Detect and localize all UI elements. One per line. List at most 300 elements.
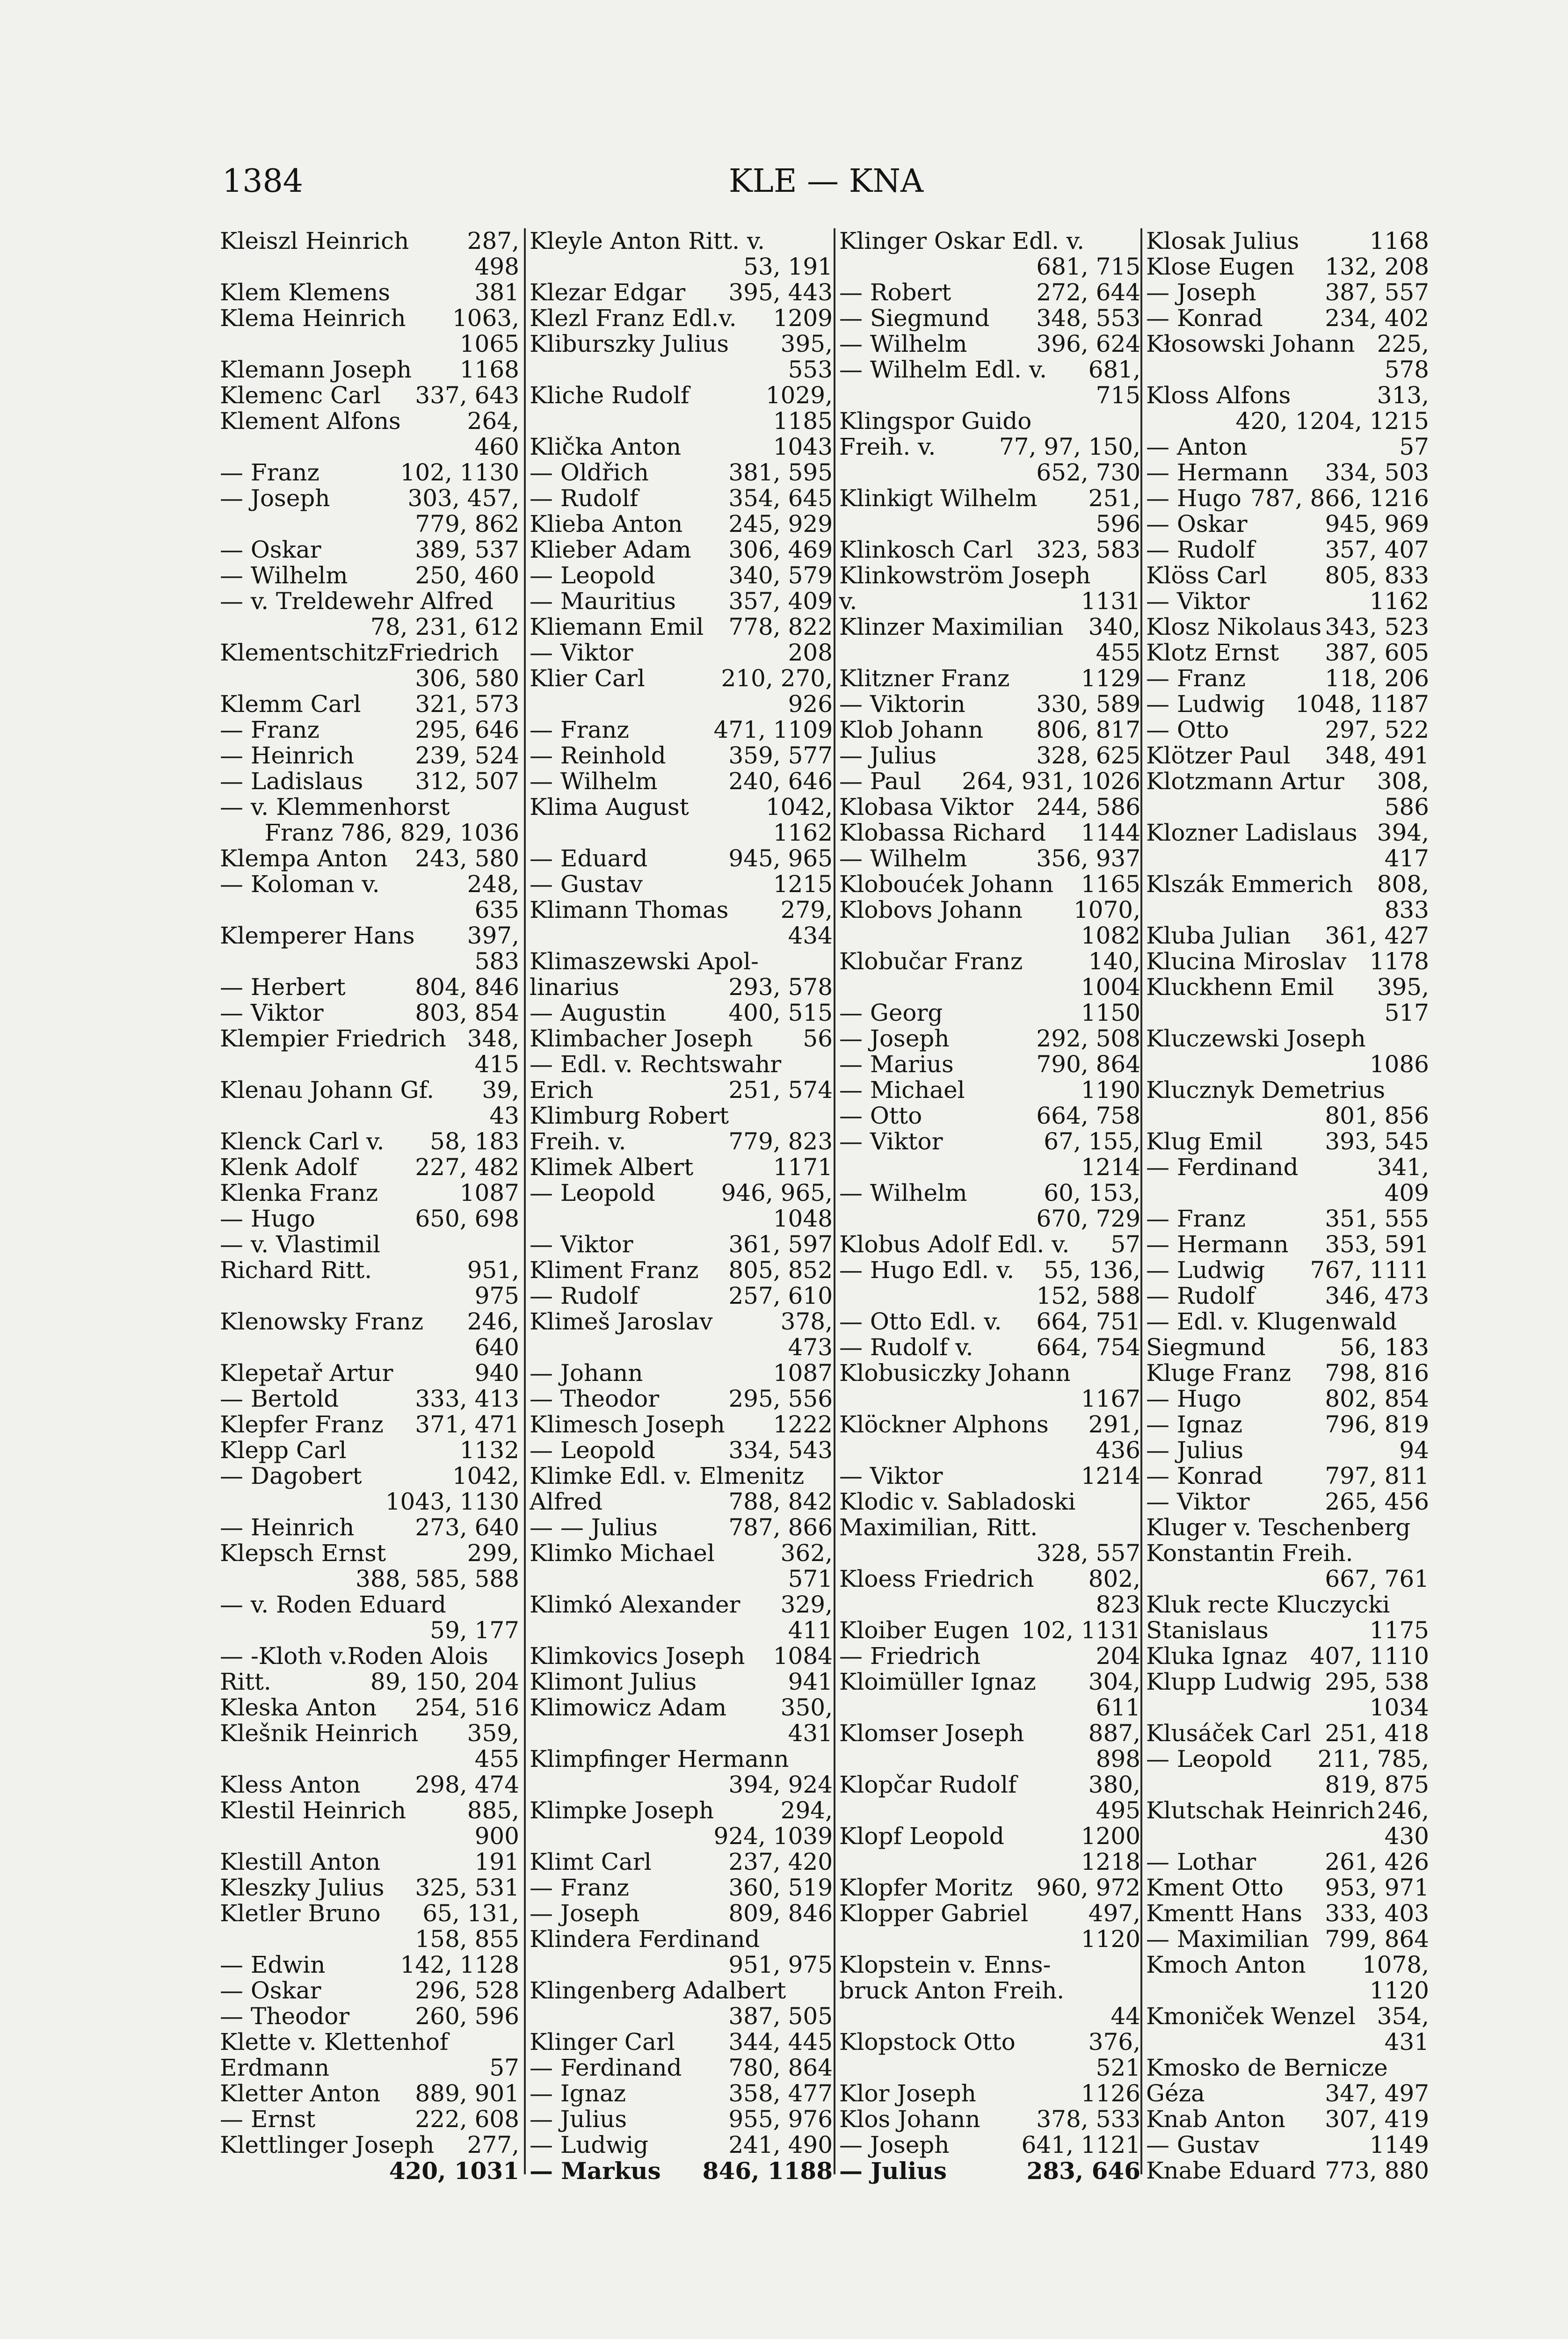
entry-continuation: 460 xyxy=(474,433,519,460)
index-entry-line xyxy=(530,949,833,974)
entry-page-refs: 395, xyxy=(1377,973,1429,1001)
entry-name: — Viktor xyxy=(839,1462,943,1489)
entry-name: — Rudolf v. xyxy=(839,1334,973,1361)
entry-page-refs: 357, 407 xyxy=(1325,536,1429,563)
entry-page-refs: 804, 846 xyxy=(415,973,519,1001)
entry-continuation: 900 xyxy=(474,1823,519,1850)
index-entry-line xyxy=(530,1335,833,1360)
index-entry-line xyxy=(839,769,1140,794)
index-entry-line xyxy=(1146,1000,1429,1026)
entry-page-refs: 251, xyxy=(1088,485,1140,512)
index-entry-line xyxy=(1146,1746,1429,1772)
entry-page-refs: 359, 577 xyxy=(728,742,833,769)
index-entry-line xyxy=(839,537,1140,563)
index-entry-line xyxy=(220,923,519,949)
index-entry-line xyxy=(220,820,519,846)
entry-name: — Wilhelm xyxy=(220,562,348,589)
entry-page-refs: 295, 556 xyxy=(728,1385,833,1412)
entry-page-refs: 350, xyxy=(780,1694,833,1721)
index-entry-line xyxy=(530,614,833,640)
index-entry-line xyxy=(1146,1592,1429,1618)
index-entry-line xyxy=(839,1360,1140,1386)
index-entry-line xyxy=(1146,949,1429,974)
entry-page-refs: 1132 xyxy=(459,1437,519,1464)
index-entry-line xyxy=(839,2132,1140,2158)
index-entry-line xyxy=(530,1798,833,1823)
index-entry-line xyxy=(220,1000,519,1026)
entry-continuation: 420, 1204, 1215 xyxy=(1235,407,1429,435)
entry-name: — Hugo xyxy=(1146,1385,1241,1412)
entry-name: — Franz xyxy=(530,716,629,743)
entry-name: — Maximilian xyxy=(1146,1925,1309,1953)
entry-name: Klotzmann Artur xyxy=(1146,768,1344,795)
entry-page-refs: 787, 866, 1216 xyxy=(1250,485,1429,512)
index-entry-line xyxy=(530,2107,833,2132)
entry-page-refs: 351, 555 xyxy=(1325,1205,1429,1232)
entry-page-refs: 808, xyxy=(1377,871,1429,898)
index-entry-line xyxy=(530,1232,833,1257)
index-entry-line xyxy=(1146,2055,1429,2081)
entry-name: — Gustav xyxy=(1146,2131,1259,2158)
entry-name: — Viktorin xyxy=(839,690,965,718)
entry-page-refs: 142, 1128 xyxy=(400,1951,519,1978)
entry-name: — Marius xyxy=(839,1051,954,1078)
index-entry-line xyxy=(530,228,833,254)
entry-page-refs: 940 xyxy=(474,1359,519,1387)
entry-name: — Wilhelm xyxy=(839,845,967,872)
entry-page-refs: 381, 595 xyxy=(728,459,833,486)
entry-continuation: Franz 786, 829, 1036 xyxy=(264,819,519,846)
index-entry-line xyxy=(220,1566,519,1592)
entry-page-refs: 333, 413 xyxy=(415,1385,519,1412)
entry-continuation: 553 xyxy=(788,356,833,383)
entry-continuation: 586 xyxy=(1384,793,1429,821)
entry-name: — Otto Edl. v. xyxy=(839,1308,1002,1335)
entry-name: Kloess Friedrich xyxy=(839,1565,1034,1592)
entry-name: — Julius xyxy=(1146,1437,1243,1464)
entry-page-refs: 265, 456 xyxy=(1325,1488,1429,1515)
entry-page-refs: 357, 409 xyxy=(728,588,833,615)
entry-continuation: 1065 xyxy=(459,330,519,357)
entry-page-refs: 1029, xyxy=(765,382,833,409)
entry-page-refs: 89, 150, 204 xyxy=(370,1668,519,1695)
entry-continuation: 521 xyxy=(1096,2054,1140,2081)
entry-name: Kliemann Emil xyxy=(530,613,704,640)
index-entry-line xyxy=(220,1978,519,2004)
index-entry-line xyxy=(220,305,519,331)
entry-name: linarius xyxy=(530,973,619,1001)
index-entry-line xyxy=(220,357,519,383)
index-entry-line xyxy=(220,1463,519,1489)
index-entry-line xyxy=(839,1566,1140,1592)
entry-continuation: 640 xyxy=(474,1334,519,1361)
entry-page-refs: 354, 645 xyxy=(728,485,833,512)
index-entry-line xyxy=(1146,794,1429,820)
entry-page-refs: 264, xyxy=(467,407,519,435)
entry-page-refs: 241, 490 xyxy=(728,2131,833,2158)
entry-page-refs: 1048, 1187 xyxy=(1295,690,1429,718)
index-entry-line xyxy=(1146,1283,1429,1309)
index-entry-line xyxy=(1146,1489,1429,1515)
entry-name: Klepp Carl xyxy=(220,1437,347,1464)
entry-page-refs: 251, 418 xyxy=(1325,1720,1429,1747)
entry-page-refs: 1149 xyxy=(1369,2131,1429,2158)
entry-page-refs: 140, xyxy=(1088,948,1140,975)
index-entry-line xyxy=(530,1000,833,1026)
entry-page-refs: 945, 969 xyxy=(1325,510,1429,538)
index-entry-line xyxy=(220,1206,519,1232)
index-entry-line xyxy=(839,2158,1140,2184)
entry-page-refs: 787, 866 xyxy=(728,1514,833,1541)
index-entry-line xyxy=(220,2029,519,2055)
entry-continuation: 59, 177 xyxy=(430,1617,519,1644)
index-entry-line xyxy=(839,820,1140,846)
index-entry-line xyxy=(839,1798,1140,1823)
entry-page-refs: 941 xyxy=(788,1668,833,1695)
entry-page-refs: 471, 1109 xyxy=(713,716,833,743)
index-entry-line xyxy=(220,537,519,563)
index-entry-line xyxy=(220,331,519,357)
entry-name: — Franz xyxy=(1146,1205,1246,1232)
index-entry-line xyxy=(1146,1823,1429,1849)
index-entry-line xyxy=(1146,1206,1429,1232)
entry-page-refs: 395, 443 xyxy=(728,279,833,306)
entry-page-refs: 767, 1111 xyxy=(1310,1257,1429,1284)
entry-name: Erich xyxy=(530,1076,594,1104)
entry-name: Klingenberg Adalbert xyxy=(530,1977,786,2004)
entry-page-refs: 102, 1130 xyxy=(400,459,519,486)
index-entry-line xyxy=(1146,331,1429,357)
entry-page-refs: 681, xyxy=(1088,356,1140,383)
index-entry-line xyxy=(839,1155,1140,1180)
entry-name: Kloss Alfons xyxy=(1146,382,1291,409)
entry-continuation: 1167 xyxy=(1081,1385,1140,1412)
entry-continuation: 431 xyxy=(1384,2028,1429,2056)
page-header xyxy=(222,158,1430,205)
index-entry-line xyxy=(839,1901,1140,1926)
entry-name: Klindera Ferdinand xyxy=(530,1925,760,1953)
index-entry-line xyxy=(1146,1643,1429,1669)
entry-page-refs: 805, 833 xyxy=(1325,562,1429,589)
entry-name: Klepetař Artur xyxy=(220,1359,393,1387)
entry-continuation: 53, 191 xyxy=(743,253,833,280)
entry-name: — Michael xyxy=(839,1076,965,1104)
entry-continuation: 328, 557 xyxy=(1036,1540,1140,1567)
entry-page-refs: 67, 155, xyxy=(1044,1128,1140,1155)
index-entry-line xyxy=(530,1026,833,1052)
index-entry-line xyxy=(220,794,519,820)
entry-name: Kloiber Eugen xyxy=(839,1617,1009,1644)
index-entry-line xyxy=(220,383,519,408)
entry-page-refs: 312, 507 xyxy=(415,768,519,795)
entry-page-refs: 257, 610 xyxy=(728,1282,833,1309)
index-entry-line xyxy=(1146,1566,1429,1592)
index-entry-line xyxy=(839,1540,1140,1566)
index-entry-line xyxy=(220,1283,519,1309)
entry-name: — Viktor xyxy=(530,1231,633,1258)
entry-page-refs: 225, xyxy=(1377,330,1429,357)
entry-name: Ritt. xyxy=(220,1668,271,1695)
entry-page-refs: 356, 937 xyxy=(1036,845,1140,872)
index-entry-line xyxy=(530,1257,833,1283)
index-entry-line xyxy=(1146,1026,1429,1052)
entry-page-refs: 306, 469 xyxy=(728,536,833,563)
index-entry-line xyxy=(1146,1540,1429,1566)
entry-name: Klopstock Otto xyxy=(839,2028,1016,2056)
entry-name: Kmoch Anton xyxy=(1146,1951,1306,1978)
entry-continuation: 420, 1031 xyxy=(389,2157,519,2185)
entry-name: — Hugo xyxy=(220,1205,315,1232)
entry-continuation: 583 xyxy=(474,948,519,975)
index-entry-line xyxy=(530,1618,833,1643)
entry-name: — Franz xyxy=(220,459,319,486)
entry-name: Kleyle Anton Ritt. v. xyxy=(530,227,765,254)
entry-page-refs: 57 xyxy=(1399,433,1429,460)
entry-name: Klucznyk Demetrius xyxy=(1146,1076,1386,1104)
entry-name: Kmoniček Wenzel xyxy=(1146,2003,1356,2030)
index-entry-line xyxy=(530,383,833,408)
index-entry-line xyxy=(530,1746,833,1772)
entry-page-refs: 330, 589 xyxy=(1036,690,1140,718)
index-entry-line xyxy=(839,1129,1140,1155)
index-entry-line xyxy=(839,794,1140,820)
index-entry-line xyxy=(220,1103,519,1129)
index-entry-line xyxy=(220,460,519,486)
entry-name: Klug Emil xyxy=(1146,1128,1263,1155)
entry-continuation: 1214 xyxy=(1081,1154,1140,1181)
index-entry-line xyxy=(530,280,833,305)
index-entry-line xyxy=(839,1618,1140,1643)
index-entry-line xyxy=(530,254,833,280)
index-entry-line xyxy=(1146,1386,1429,1412)
entry-continuation: 517 xyxy=(1384,999,1429,1026)
index-entry-line xyxy=(1146,2004,1429,2029)
entry-name: Klepfer Franz xyxy=(220,1411,384,1438)
entry-page-refs: 1087 xyxy=(459,1179,519,1206)
entry-name: Kluba Julian xyxy=(1146,922,1291,949)
entry-name: — Robert xyxy=(839,279,951,306)
entry-page-refs: 325, 531 xyxy=(415,1874,519,1901)
entry-name: Klepsch Ernst xyxy=(220,1540,386,1567)
entry-name: — Leopold xyxy=(530,1179,655,1206)
index-entry-line xyxy=(839,1052,1140,1077)
entry-page-refs: 790, 864 xyxy=(1036,1051,1140,1078)
entry-continuation: 158, 855 xyxy=(415,1925,519,1953)
entry-continuation: 394, 924 xyxy=(728,1771,833,1798)
index-entry-line xyxy=(530,1772,833,1798)
entry-name: Klobučar Franz xyxy=(839,948,1023,975)
entry-name: Freih. v. xyxy=(839,433,936,460)
entry-page-refs: 348, xyxy=(467,1025,519,1052)
entry-page-refs: 378, 533 xyxy=(1036,2106,1140,2133)
entry-page-refs: 387, 557 xyxy=(1325,279,1429,306)
entry-name: Klobus Adolf Edl. v. xyxy=(839,1231,1070,1258)
index-entry-line xyxy=(839,743,1140,769)
entry-name: — Joseph xyxy=(839,1025,950,1052)
entry-name: Alfred xyxy=(530,1488,603,1515)
index-entry-line xyxy=(839,1257,1140,1283)
entry-page-refs: 234, 402 xyxy=(1325,305,1429,332)
index-entry-line xyxy=(839,1309,1140,1335)
entry-continuation: 1048 xyxy=(773,1205,833,1232)
index-entry-line xyxy=(220,1721,519,1746)
entry-continuation: 926 xyxy=(788,690,833,718)
entry-page-refs: 334, 543 xyxy=(728,1437,833,1464)
entry-name: Klozner Ladislaus xyxy=(1146,819,1357,846)
entry-continuation: 1004 xyxy=(1081,973,1140,1001)
entry-page-refs: 39, xyxy=(482,1076,519,1104)
entry-name: Kmentt Hans xyxy=(1146,1900,1302,1927)
entry-name: — Hermann xyxy=(1146,1231,1289,1258)
entry-page-refs: 57 xyxy=(489,2054,519,2081)
entry-name: — Edl. v. Klugenwald xyxy=(1146,1308,1397,1335)
entry-name: Klopper Gabriel xyxy=(839,1900,1029,1927)
index-entry-line xyxy=(530,408,833,434)
index-entry-line xyxy=(220,1515,519,1540)
entry-continuation: 833 xyxy=(1384,896,1429,923)
entry-page-refs: 293, 578 xyxy=(728,973,833,1001)
entry-page-refs: 1215 xyxy=(773,871,833,898)
index-entry-line xyxy=(1146,434,1429,460)
entry-continuation: 898 xyxy=(1096,1745,1140,1772)
entry-page-refs: 313, xyxy=(1377,382,1429,409)
entry-name: Klimkovics Joseph xyxy=(530,1642,745,1670)
entry-name: Kless Anton xyxy=(220,1771,361,1798)
entry-name: Klieber Adam xyxy=(530,536,691,563)
entry-page-refs: 304, xyxy=(1088,1668,1140,1695)
entry-page-refs: 292, 508 xyxy=(1036,1025,1140,1052)
index-entry-line xyxy=(530,2132,833,2158)
index-entry-line xyxy=(530,794,833,820)
index-entry-line xyxy=(839,1643,1140,1669)
index-entry-line xyxy=(1146,691,1429,717)
entry-name: — Georg xyxy=(839,999,943,1026)
index-entry-line xyxy=(1146,614,1429,640)
entry-name: — Joseph xyxy=(839,2131,950,2158)
index-entry-line xyxy=(1146,1926,1429,1952)
entry-name: Klemperer Hans xyxy=(220,922,415,949)
entry-page-refs: 806, 817 xyxy=(1036,716,1140,743)
entry-continuation: 434 xyxy=(788,922,833,949)
index-entry-line xyxy=(839,486,1140,511)
entry-page-refs: 1175 xyxy=(1369,1617,1429,1644)
entry-name: Klem Klemens xyxy=(220,279,391,306)
entry-name: — Leopold xyxy=(530,562,655,589)
index-entry-line xyxy=(220,511,519,537)
index-entry-line xyxy=(1146,1129,1429,1155)
entry-page-refs: 951, xyxy=(467,1257,519,1284)
entry-page-refs: 260, 596 xyxy=(415,2003,519,2030)
entry-page-refs: 889, 901 xyxy=(415,2080,519,2107)
entry-name: — Ferdinand xyxy=(530,2054,682,2081)
entry-page-refs: 1214 xyxy=(1081,1462,1140,1489)
entry-page-refs: 295, 646 xyxy=(415,716,519,743)
entry-page-refs: 250, 460 xyxy=(415,562,519,589)
entry-continuation: 779, 862 xyxy=(415,510,519,538)
index-entry-line xyxy=(530,974,833,1000)
entry-page-refs: 211, 785, xyxy=(1317,1745,1429,1772)
entry-name: Klucina Miroslav xyxy=(1146,948,1347,975)
entry-page-refs: 797, 811 xyxy=(1325,1462,1429,1489)
entry-name: — v. Roden Eduard xyxy=(220,1591,446,1618)
index-entry-line xyxy=(530,1129,833,1155)
entry-name: Klemm Carl xyxy=(220,690,361,718)
entry-page-refs: 773, 880 xyxy=(1325,2157,1429,2184)
entry-name: — Siegmund xyxy=(839,305,990,332)
entry-page-refs: 1168 xyxy=(459,356,519,383)
index-entry-line xyxy=(1146,2029,1429,2055)
entry-name: Klopčar Rudolf xyxy=(839,1771,1017,1798)
entry-continuation: 1218 xyxy=(1081,1848,1140,1875)
entry-name: — Koloman v. xyxy=(220,871,380,898)
entry-page-refs: 788, 842 xyxy=(728,1488,833,1515)
entry-name: — Heinrich xyxy=(220,1514,355,1541)
entry-name: — Wilhelm xyxy=(530,768,658,795)
index-entry-line xyxy=(220,2107,519,2132)
index-entry-line xyxy=(530,743,833,769)
index-entry-line xyxy=(839,280,1140,305)
entry-name: — Dagobert xyxy=(220,1462,362,1489)
entry-continuation: 473 xyxy=(788,1334,833,1361)
entry-name: Kluger v. Teschenberg xyxy=(1146,1514,1411,1541)
entry-page-refs: 222, 608 xyxy=(415,2106,519,2133)
entry-page-refs: 204 xyxy=(1096,1642,1140,1670)
entry-name: Klimpke Joseph xyxy=(530,1797,714,1824)
entry-page-refs: 56, 183 xyxy=(1340,1334,1429,1361)
index-entry-line xyxy=(220,872,519,897)
index-entry-line xyxy=(220,1309,519,1335)
entry-page-refs: 1209 xyxy=(773,305,833,332)
index-entry-line xyxy=(220,228,519,254)
index-entry-line xyxy=(839,1283,1140,1309)
index-entry-line xyxy=(220,1643,519,1669)
entry-page-refs: 1078, xyxy=(1362,1951,1429,1978)
entry-name: Klimpfinger Hermann xyxy=(530,1745,789,1772)
entry-name: — Rudolf xyxy=(1146,1282,1255,1309)
entry-name: — Ignaz xyxy=(530,2080,626,2107)
index-entry-line xyxy=(530,1515,833,1540)
index-entry-line xyxy=(1146,666,1429,691)
index-entry-line xyxy=(1146,1077,1429,1103)
entry-name: Siegmund xyxy=(1146,1334,1266,1361)
index-entry-line xyxy=(530,1566,833,1592)
entry-page-refs: 245, 929 xyxy=(728,510,833,538)
entry-page-refs: 393, 545 xyxy=(1325,1128,1429,1155)
entry-name: Klinkowström Joseph xyxy=(839,562,1091,589)
entry-name: Kliche Rudolf xyxy=(530,382,690,409)
entry-page-refs: 380, xyxy=(1088,1771,1140,1798)
index-entry-line xyxy=(530,2004,833,2029)
entry-continuation: 578 xyxy=(1384,356,1429,383)
index-entry-line xyxy=(220,1901,519,1926)
index-entry-line xyxy=(530,1463,833,1489)
entry-page-refs: 394, xyxy=(1377,819,1429,846)
index-entry-line xyxy=(839,614,1140,640)
entry-page-refs: 329, xyxy=(780,1591,833,1618)
entry-name: — Heinrich xyxy=(220,742,355,769)
index-entry-line xyxy=(839,1978,1140,2004)
index-entry-line xyxy=(220,1823,519,1849)
entry-page-refs: 277, xyxy=(467,2131,519,2158)
entry-name: Erdmann xyxy=(220,2054,330,2081)
index-entry-line xyxy=(1146,974,1429,1000)
index-entry-line xyxy=(530,846,833,872)
index-entry-line xyxy=(1146,383,1429,408)
index-entry-line xyxy=(839,1746,1140,1772)
index-entry-line xyxy=(1146,923,1429,949)
index-entry-line xyxy=(1146,1335,1429,1360)
index-entry-line xyxy=(220,1129,519,1155)
